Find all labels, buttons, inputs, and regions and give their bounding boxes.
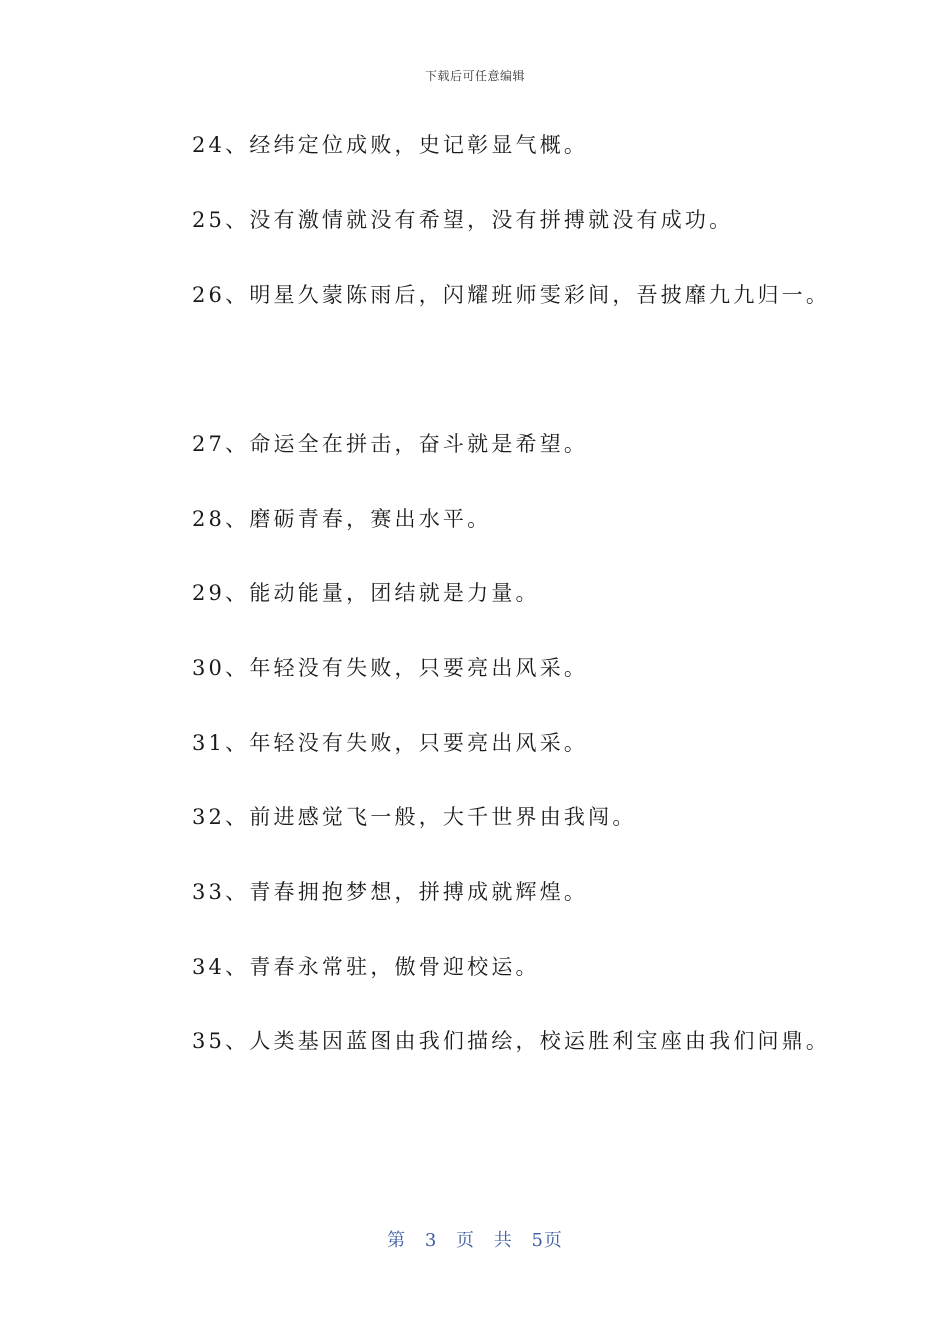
list-item: 35、人类基因蓝图由我们描绘，校运胜利宝座由我们问鼎。 [192, 1029, 831, 1053]
list-item: 25、没有激情就没有希望，没有拼搏就没有成功。 [192, 208, 734, 232]
page-number [0, 1226, 950, 1252]
list-item: 33、青春拥抱梦想，拼搏成就辉煌。 [192, 880, 589, 904]
page-header: 下载后可任意编辑 [424, 69, 525, 83]
page-number-current: 3 [424, 1230, 438, 1251]
page-number-word: 页 [456, 1230, 475, 1251]
list-item: 30、年轻没有失败，只要亮出风采。 [192, 656, 589, 680]
list-item: 34、青春永常驻，傲骨迎校运。 [192, 955, 540, 979]
list-item: 27、命运全在拼击，奋斗就是希望。 [192, 432, 589, 456]
list-item: 31、年轻没有失败，只要亮出风采。 [192, 731, 589, 755]
page-number-prefix: 第 [387, 1230, 407, 1251]
page-number-total: 5页 [531, 1230, 563, 1251]
list-item: 24、经纬定位成败，史记彰显气概。 [192, 133, 589, 157]
list-item: 26、明星久蒙陈雨后，闪耀班师雯彩间，吾披靡九九归一。 [192, 283, 831, 307]
page-number-total-prefix: 共 [493, 1230, 513, 1251]
list-item: 29、能动能量，团结就是力量。 [192, 581, 540, 605]
list-item: 28、磨砺青春，赛出水平。 [192, 507, 492, 531]
list-item: 32、前进感觉飞一般，大千世界由我闯。 [192, 805, 637, 829]
